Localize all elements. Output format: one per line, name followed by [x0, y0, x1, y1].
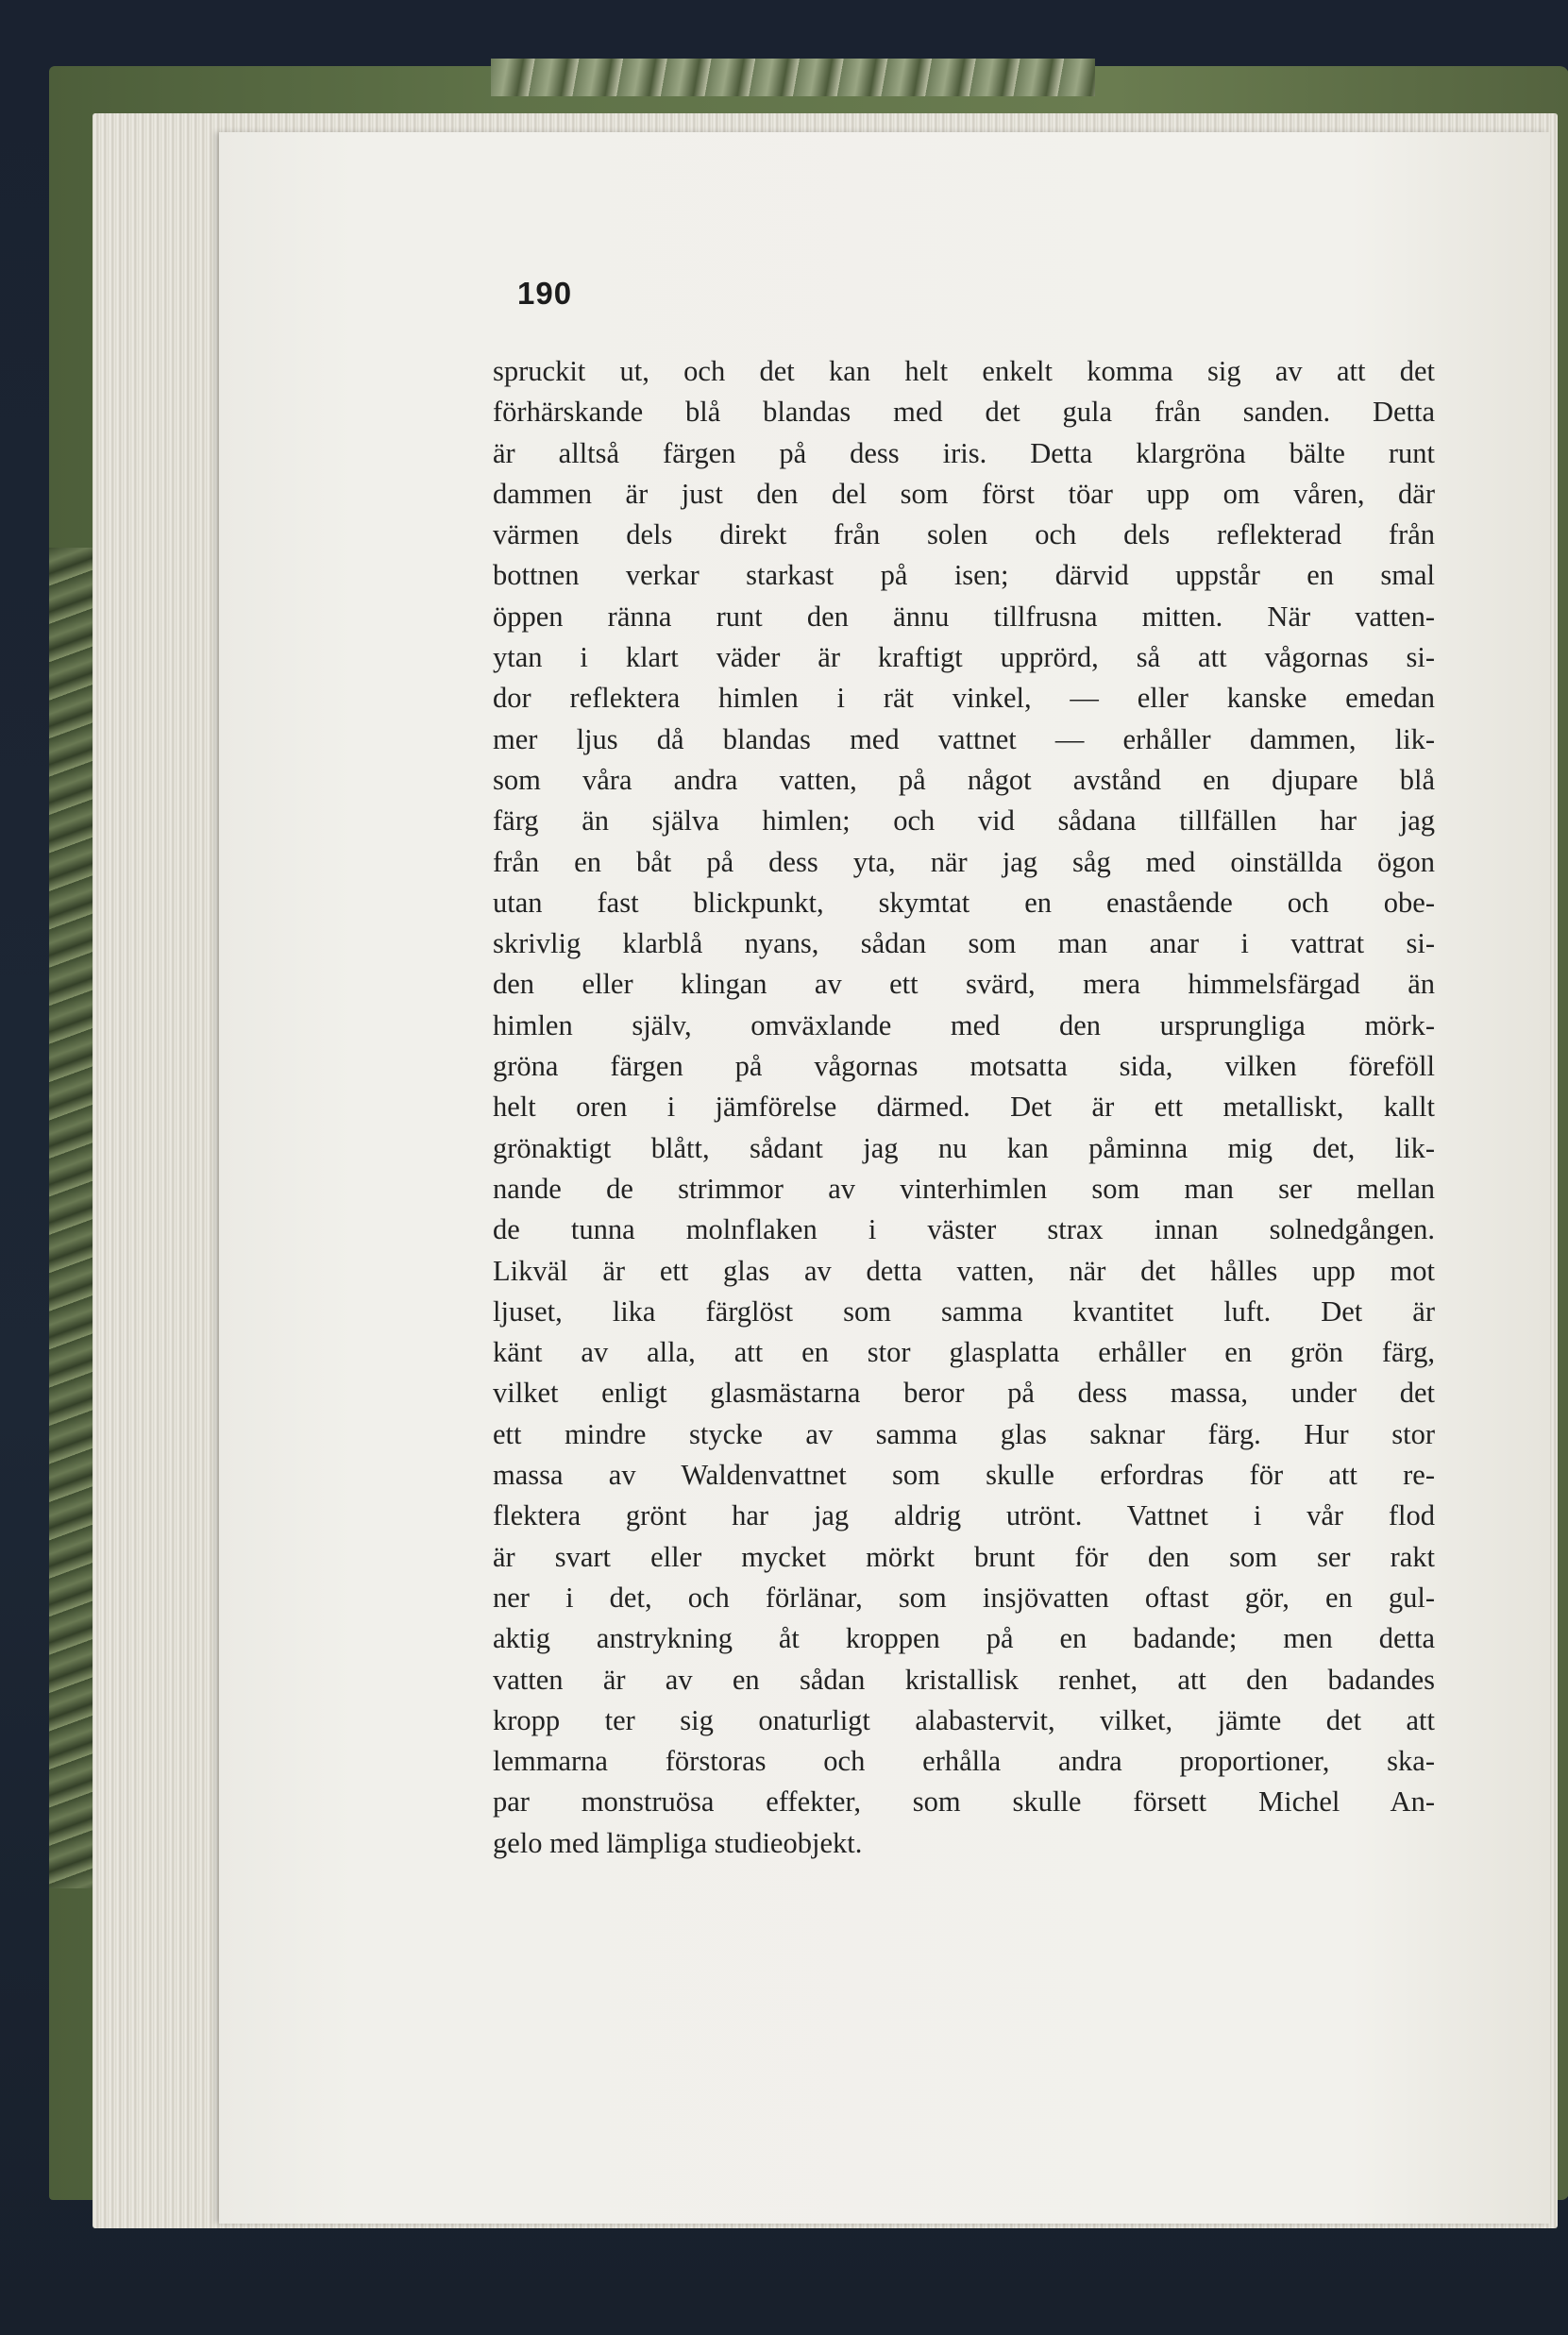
text-line: vatten är av en sådan kristallisk renhet, att den badandes: [493, 1663, 1435, 1696]
text-line: ner i det, och förlänar, som insjövatten oftast gör, en gul-: [493, 1581, 1435, 1614]
text-line: utan fast blickpunkt, skymtat en enastående och obe-: [493, 886, 1435, 919]
text-line: vilket enligt glasmästarna beror på dess massa, under det: [493, 1377, 1435, 1410]
text-line: spruckit ut, och det kan helt enkelt komma sig av att det: [493, 355, 1435, 387]
text-line: är alltså färgen på dess iris. Detta klargröna bälte runt: [493, 436, 1435, 469]
text-line: flektera grönt har jag aldrig utrönt. Vattnet i vår flod: [493, 1499, 1435, 1532]
text-line: känt av alla, att en stor glasplatta erhåller en grön färg,: [493, 1336, 1435, 1369]
body-text: [493, 351, 1435, 1864]
text-line: nande de strimmor av vinterhimlen som man ser mellan: [493, 1172, 1435, 1205]
text-line: ytan i klart väder är kraftigt upprörd, så att vågornas si-: [493, 641, 1435, 674]
text-line: ljuset, lika färglöst som samma kvantitet luft. Det är: [493, 1294, 1435, 1328]
text-line: kropp ter sig onaturligt alabastervit, vilket, jämte det att: [493, 1703, 1435, 1736]
text-line: aktig anstrykning åt kroppen på en badande; men detta: [493, 1622, 1435, 1655]
text-line: massa av Waldenvattnet som skulle erfordras för att re-: [493, 1459, 1435, 1492]
text-line: öppen ränna runt den ännu tillfrusna mitten. När vatten-: [493, 600, 1435, 633]
text-line: bottnen verkar starkast på isen; därvid uppstår en smal: [493, 559, 1435, 592]
text-line: ett mindre stycke av samma glas saknar färg. Hur stor: [493, 1417, 1435, 1450]
text-line: färg än själva himlen; och vid sådana tillfällen har jag: [493, 804, 1435, 838]
text-line: grönaktigt blått, sådant jag nu kan påminna mig det, lik-: [493, 1131, 1435, 1164]
text-line: himlen själv, omväxlande med den ursprungliga mörk-: [493, 1008, 1435, 1041]
text-line: skrivlig klarblå nyans, sådan som man anar i vattrat si-: [493, 927, 1435, 960]
page-number: 190: [517, 276, 573, 311]
spine-top: [491, 59, 1095, 96]
text-line: dammen är just den del som först töar upp om våren, där: [493, 477, 1435, 510]
text-line: gröna färgen på vågornas motsatta sida, vilken föreföll: [493, 1050, 1435, 1083]
text-line: lemmarna förstoras och erhålla andra proportioner, ska-: [493, 1745, 1435, 1778]
text-line: som våra andra vatten, på något avstånd en djupare blå: [493, 763, 1435, 796]
text-line: är svart eller mycket mörkt brunt för den som ser rakt: [493, 1540, 1435, 1573]
text-line: Likväl är ett glas av detta vatten, när det hålles upp mot: [493, 1254, 1435, 1287]
text-line: helt oren i jämförelse därmed. Det är ett metalliskt, kallt: [493, 1091, 1435, 1124]
text-line: de tunna molnflaken i väster strax innan solnedgången.: [493, 1213, 1435, 1246]
text-line: mer ljus då blandas med vattnet — erhåller dammen, lik-: [493, 722, 1435, 755]
text-line: förhärskande blå blandas med det gula från sanden. Detta: [493, 396, 1435, 429]
text-line: från en båt på dess yta, när jag såg med oinställda ögon: [493, 845, 1435, 878]
text-line: värmen dels direkt från solen och dels reflekterad från: [493, 518, 1435, 551]
text-line: par monstruösa effekter, som skulle försett Michel An-: [493, 1785, 1435, 1819]
text-line: den eller klingan av ett svärd, mera himmelsfärgad än: [493, 968, 1435, 1001]
text-line: gelo med lämpliga studieobjekt.: [493, 1826, 863, 1859]
text-line: dor reflektera himlen i rät vinkel, — eller kanske emedan: [493, 682, 1435, 715]
